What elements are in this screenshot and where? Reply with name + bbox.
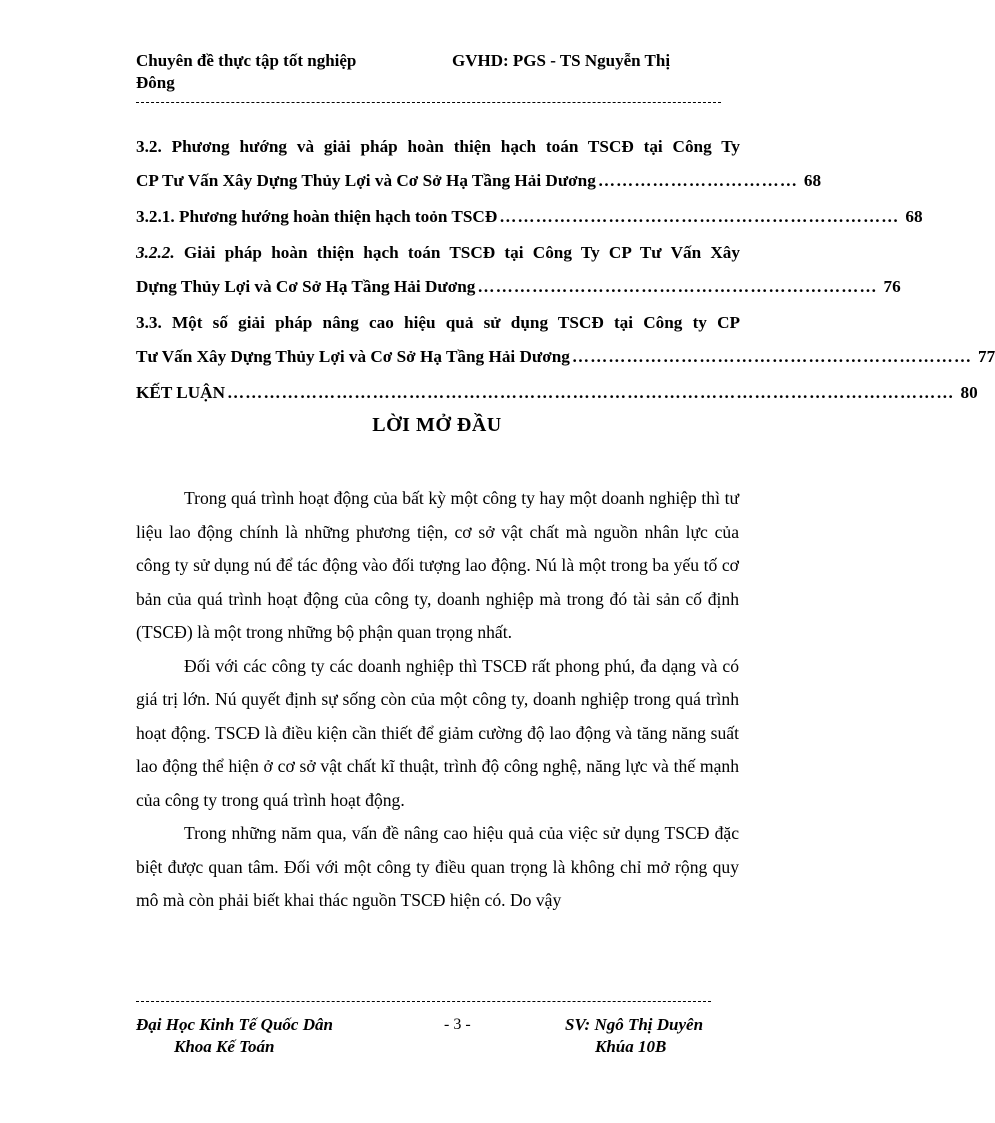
toc-entry-text: CP Tư Vấn Xây Dựng Thủy Lợi và Cơ Sở Hạ Tầng Hải Dương [136, 171, 596, 190]
toc-entry-text: 3.2.1. Phương hướng hoàn thiện hạch toỏn TSCĐ [136, 207, 498, 226]
toc-entry-text: KẾT LUẬN [136, 383, 225, 402]
toc-leader-dots: ………………………………………………………… [499, 207, 900, 226]
toc-entry-line: 3.2. Phương hướng và giải pháp hoàn thiện hạch toán TSCĐ tại Công Ty [136, 137, 740, 156]
toc-page-number: 80 [960, 383, 978, 402]
footer-class: Khúa 10B [595, 1037, 667, 1056]
toc-entry-number: 3.2.2. [136, 243, 175, 262]
toc-page-number: 68 [803, 171, 822, 190]
footer-divider [136, 1001, 711, 1002]
toc-leader-dots: ………………………………………………………… [477, 277, 878, 296]
header-wrap-text: Đông [136, 73, 175, 92]
footer-university: Đại Học Kinh Tế Quốc Dân [136, 1015, 333, 1034]
toc-page-number: 76 [883, 277, 901, 296]
toc-leader-dots: ………………………………………………………… [571, 347, 973, 366]
toc-entry-line [136, 236, 740, 270]
footer-faculty: Khoa Kế Toán [174, 1037, 275, 1056]
footer-left [136, 1014, 333, 1058]
toc-entry-line [136, 376, 978, 410]
toc-entry-3-3 [136, 306, 995, 374]
toc-entry-text: Giải pháp hoàn thiện hạch toán TSCĐ tại Công Ty CP Tư Vấn Xây [174, 243, 740, 262]
header-divider [136, 102, 721, 103]
toc-page-number: 68 [905, 207, 923, 226]
footer-page-number: - 3 - [444, 1016, 471, 1033]
toc-entry-3-2 [136, 130, 822, 198]
toc-entry-3-2-1 [136, 200, 923, 234]
toc-entry-line [136, 200, 923, 234]
section-title: LỜI MỞ ĐẦU [372, 414, 502, 436]
header-left [136, 50, 356, 94]
body-text [136, 482, 739, 918]
paragraph: Đối với các công ty các doanh nghiệp thì TSCĐ rất phong phú, đa dạng và có giá trị lớn. Nú quyết định sự sống còn của một công ty, doanh nghiệp trong quá trình hoạt động. TSCĐ là điều kiện cần thiết để giảm cường độ lao động và tăng năng suất lao động thể hiện ở cơ sở vật chất kĩ thuật, trình độ công nghệ, năng lực và thế mạnh của công ty trong quá trình hoạt động. [136, 655, 739, 810]
toc-entry-3-2-2 [136, 236, 901, 304]
toc-page-number: 77 [978, 347, 995, 366]
toc-entry-ket-luan [136, 376, 978, 410]
toc-entry-line: 3.3. Một số giải pháp nâng cao hiệu quả sử dụng TSCĐ tại Công ty CP [136, 313, 740, 332]
paragraph: Trong những năm qua, vấn đề nâng cao hiệu quả của việc sử dụng TSCĐ đặc biệt được quan tâm. Đối với một công ty điều quan trọng là không chỉ mở rộng quy mô mà còn phải biết khai thác nguồn TSCĐ hiện có. Do vậy [136, 823, 739, 910]
toc-leader-dots: …………………………… [597, 171, 798, 190]
toc-entry-line [136, 340, 995, 374]
header-supervisor: GVHD: PGS - TS Nguyễn Thị [452, 51, 671, 70]
toc-entry-line [136, 270, 901, 304]
toc-entry-text: Dựng Thủy Lợi và Cơ Sở Hạ Tầng Hải Dương [136, 277, 476, 296]
toc-entry-text: Tư Vấn Xây Dựng Thủy Lợi và Cơ Sở Hạ Tầng Hải Dương [136, 347, 570, 366]
header-subject: Chuyên đề thực tập tốt nghiệp [136, 51, 357, 70]
paragraph: Trong quá trình hoạt động của bất kỳ một công ty hay một doanh nghiệp thì tư liệu lao động chính là những phương tiện, cơ sở vật chất mà nguồn nhân lực của công ty sử dụng nú để tác động vào đối tượng lao động. Nú là một trong ba yếu tố cơ bản của quá trình hoạt động của công ty, doanh nghiệp mà trong đó tài sản cố định (TSCĐ) là một trong những bộ phận quan trọng nhất. [136, 488, 739, 642]
footer-student: SV: Ngô Thị Duyên [565, 1015, 704, 1034]
toc-leader-dots: ………………………………………………………………………………………………………… [226, 383, 955, 402]
toc-entry-line [136, 164, 822, 198]
footer-right [565, 1014, 703, 1058]
